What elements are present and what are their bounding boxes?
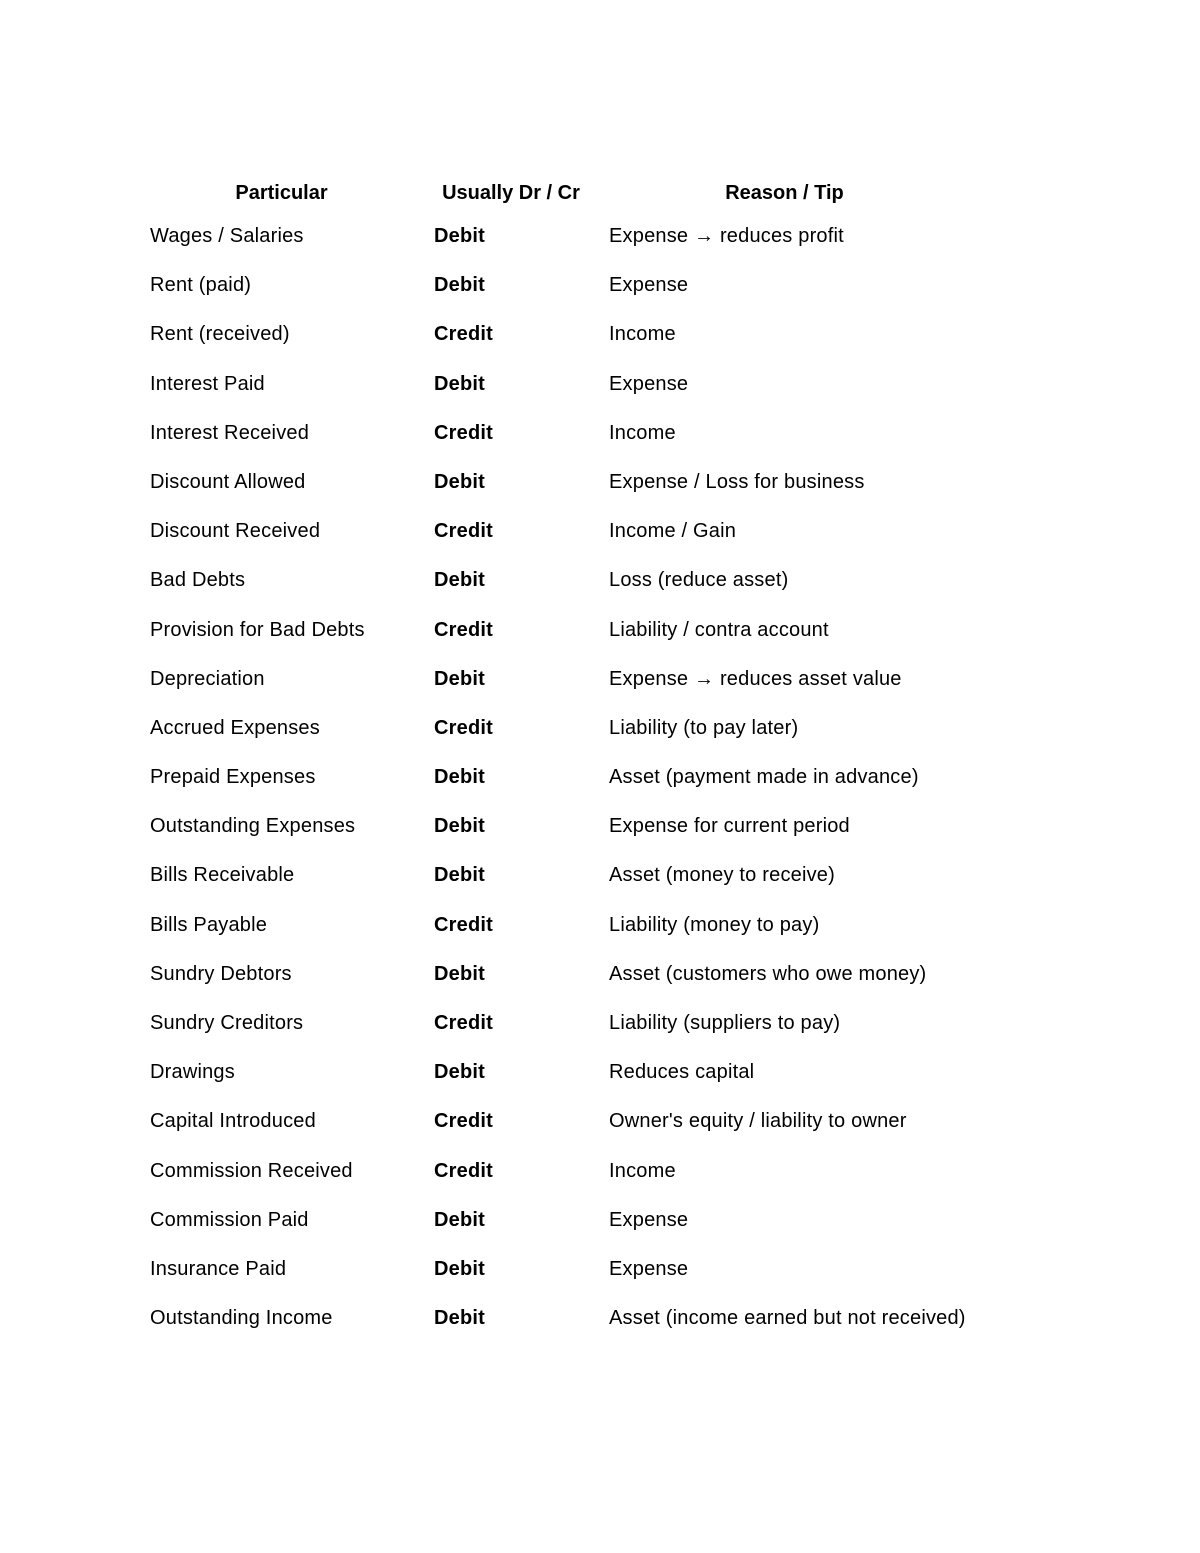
- cell-reason: Asset (customers who owe money): [609, 962, 927, 985]
- cell-drcr: Credit: [434, 1012, 493, 1034]
- debit-credit-table: [140, 172, 970, 1364]
- table-row: [140, 468, 970, 517]
- cell-particular: Bad Debts: [150, 569, 246, 592]
- table-row: [140, 1255, 970, 1304]
- cell-reason: Expense / Loss for business: [609, 470, 865, 493]
- table-row: [140, 517, 970, 566]
- cell-drcr: Debit: [434, 864, 485, 887]
- cell-drcr: Credit: [434, 520, 493, 543]
- cell-reason: Liability (suppliers to pay): [609, 1012, 841, 1034]
- cell-reason: Asset (payment made in advance): [609, 766, 919, 789]
- cell-drcr: Credit: [434, 716, 493, 739]
- cell-drcr: Debit: [434, 1061, 485, 1084]
- cell-particular: Depreciation: [150, 667, 265, 690]
- cell-drcr: Credit: [434, 323, 493, 346]
- header-drcr: Usually Dr / Cr: [442, 182, 580, 204]
- cell-particular: Capital Introduced: [150, 1110, 316, 1133]
- cell-reason: Owner's equity / liability to owner: [609, 1110, 907, 1133]
- cell-reason: Asset (income earned but not received): [609, 1307, 966, 1330]
- header-particular: Particular: [235, 182, 328, 204]
- cell-drcr: Debit: [434, 1257, 485, 1280]
- table-row: [140, 419, 970, 468]
- table-row: [140, 1206, 970, 1255]
- table-row: [140, 1304, 970, 1364]
- cell-drcr: Debit: [434, 815, 485, 838]
- header-row: [140, 172, 970, 222]
- cell-reason: Liability (money to pay): [609, 913, 820, 936]
- cell-reason: Expense: [609, 274, 689, 297]
- table-row: [140, 566, 970, 615]
- table-row: [140, 665, 970, 714]
- cell-particular: Interest Paid: [150, 372, 265, 395]
- table-row: [140, 911, 970, 960]
- table-row: [140, 1009, 970, 1058]
- table-row: [140, 370, 970, 419]
- cell-drcr: Credit: [434, 618, 493, 641]
- cell-particular: Provision for Bad Debts: [150, 618, 365, 641]
- cell-particular: Rent (received): [150, 323, 290, 346]
- cell-reason: Liability (to pay later): [609, 716, 799, 739]
- cell-particular: Interest Received: [150, 421, 310, 444]
- table-body: [140, 222, 970, 1364]
- table-row: [140, 271, 970, 320]
- table-row: [140, 861, 970, 910]
- cell-reason: Expense: [609, 372, 689, 395]
- table-row: [140, 320, 970, 369]
- cell-particular: Bills Receivable: [150, 864, 295, 887]
- cell-particular: Accrued Expenses: [150, 716, 320, 739]
- cell-drcr: Credit: [434, 1159, 493, 1182]
- table-row: [140, 714, 970, 763]
- cell-drcr: Debit: [434, 225, 485, 247]
- cell-particular: Bills Payable: [150, 913, 268, 936]
- table-row: [140, 222, 970, 271]
- cell-drcr: Debit: [434, 962, 485, 985]
- cell-reason: Expense → reduces profit: [609, 225, 844, 247]
- cell-drcr: Debit: [434, 372, 485, 395]
- cell-particular: Discount Received: [150, 520, 321, 543]
- cell-particular: Sundry Creditors: [150, 1012, 304, 1034]
- cell-drcr: Debit: [434, 569, 485, 592]
- cell-reason: Income: [609, 421, 676, 444]
- cell-particular: Wages / Salaries: [150, 225, 304, 247]
- cell-drcr: Debit: [434, 274, 485, 297]
- cell-particular: Discount Allowed: [150, 470, 306, 493]
- table-row: [140, 1058, 970, 1107]
- cell-drcr: Debit: [434, 667, 485, 690]
- cell-reason: Reduces capital: [609, 1061, 755, 1084]
- table-row: [140, 1107, 970, 1156]
- cell-reason: Income / Gain: [609, 520, 737, 543]
- table-header: [140, 172, 970, 222]
- cell-particular: Outstanding Income: [150, 1307, 333, 1330]
- cell-particular: Commission Paid: [150, 1208, 309, 1231]
- cell-particular: Outstanding Expenses: [150, 815, 356, 838]
- cell-reason: Expense → reduces asset value: [609, 667, 902, 690]
- cell-particular: Commission Received: [150, 1159, 353, 1182]
- cell-particular: Rent (paid): [150, 274, 252, 297]
- cell-reason: Asset (money to receive): [609, 864, 835, 887]
- table-row: [140, 1157, 970, 1206]
- table-row: [140, 960, 970, 1009]
- cell-reason: Loss (reduce asset): [609, 569, 789, 592]
- cell-drcr: Credit: [434, 421, 493, 444]
- header-reason: Reason / Tip: [725, 182, 844, 204]
- cell-drcr: Debit: [434, 1208, 485, 1231]
- cell-reason: Expense for current period: [609, 815, 850, 838]
- cell-reason: Expense: [609, 1208, 689, 1231]
- cell-particular: Insurance Paid: [150, 1257, 287, 1280]
- cell-particular: Sundry Debtors: [150, 962, 292, 985]
- cell-reason: Liability / contra account: [609, 618, 829, 641]
- cell-drcr: Debit: [434, 470, 485, 493]
- cell-reason: Income: [609, 323, 676, 346]
- cell-particular: Drawings: [150, 1061, 235, 1084]
- table-row: [140, 616, 970, 665]
- cell-drcr: Credit: [434, 1110, 493, 1133]
- cell-reason: Expense: [609, 1257, 689, 1280]
- cell-drcr: Debit: [434, 766, 485, 789]
- table-row: [140, 763, 970, 812]
- cell-particular: Prepaid Expenses: [150, 766, 316, 789]
- table-row: [140, 812, 970, 861]
- cell-reason: Income: [609, 1159, 676, 1182]
- cell-drcr: Credit: [434, 913, 493, 936]
- cell-drcr: Debit: [434, 1307, 485, 1330]
